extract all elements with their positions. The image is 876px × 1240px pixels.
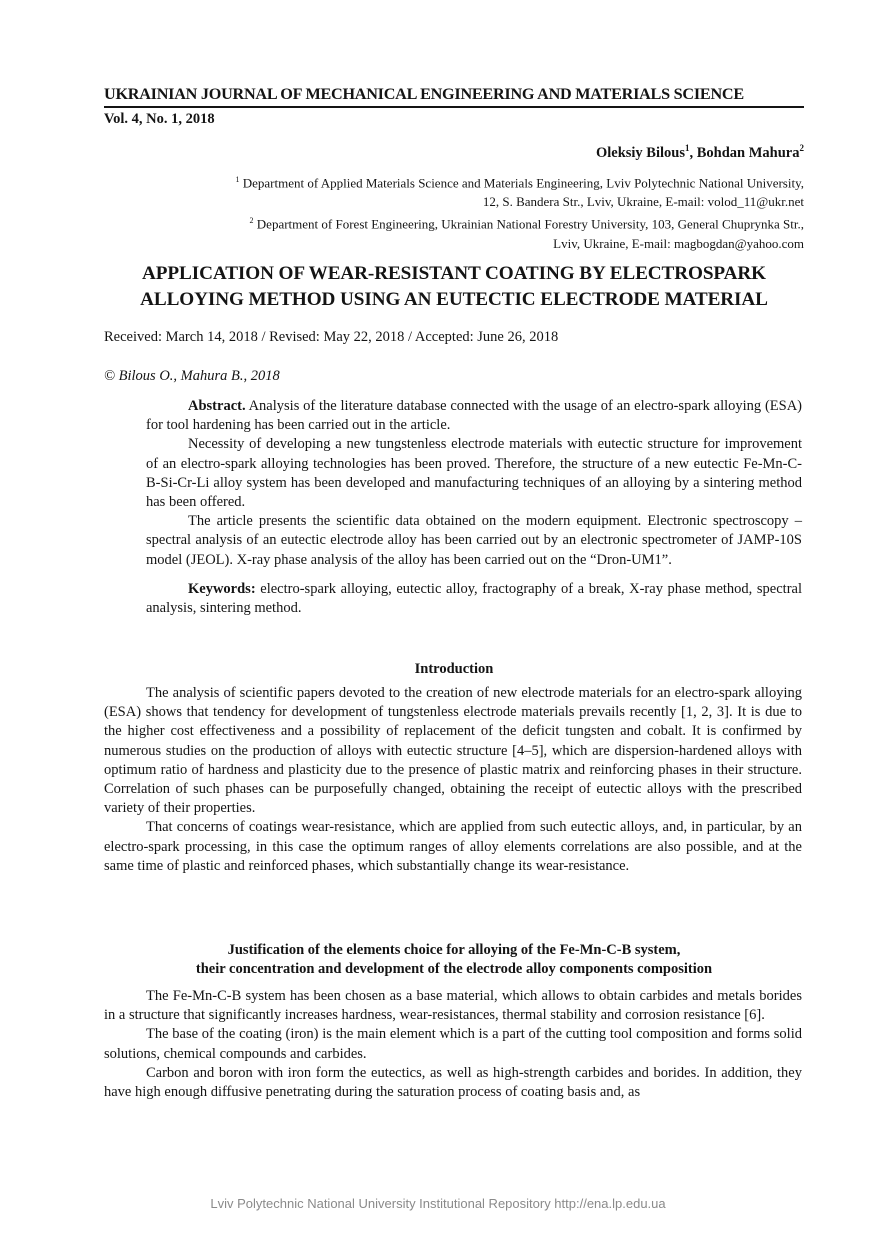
affiliation-sup: 1 [235, 175, 240, 184]
keywords [146, 580, 802, 618]
heading-line: their concentration and development of the electrode alloy components composition [195, 961, 713, 978]
affiliation-2 [144, 211, 804, 252]
journal-name: UKRAINIAN JOURNAL OF MECHANICAL ENGINEERING AND MATERIALS SCIENCE [104, 85, 744, 103]
affiliation-1 [144, 170, 804, 211]
affiliation-line: Lviv, Ukraine, E-mail: magbogdan@yahoo.com [553, 235, 804, 251]
body-para: The analysis of scientific papers devoted to the creation of new electrode materials for an electro-spark alloying (ESA) shows that tendency for development of tungstenless electrode materials prevails recently [1, 2, 3]. It is due to the higher cost effectiveness and a possibility of replacement of the deficit tungsten and cobalt. It is confirmed by numerous studies on the production of alloys with eutectic structure [4–5], which are dispersion-hardened alloys with optimum ratio of hardness and plasticity due to the presence of plastic matrix and reinforcing phases in their structure. Correlation of such phases can be purposefully changed, obtaining the receipt of eutectic alloys with the prescribed variety of their properties. [104, 685, 802, 817]
header-rule [104, 106, 804, 108]
title-line: ALLOYING METHOD USING AN EUTECTIC ELECTRODE MATERIAL [140, 289, 768, 310]
introduction-body [104, 684, 802, 876]
repository-footer: Lviv Polytechnic National University Institutional Repository http://ena.lp.edu.ua [210, 1196, 666, 1211]
authors: Oleksiy Bilous$^1$, Bohdan Mahura$^2$ [595, 143, 804, 161]
justification-body [104, 987, 802, 1102]
affiliations [144, 170, 804, 253]
section-heading-introduction: Introduction [414, 661, 494, 677]
copyright: © Bilous O., Mahura B., 2018 [104, 368, 280, 384]
author-name: Oleksiy Bilous [595, 144, 685, 161]
body-para: Carbon and boron with iron form the eutectics, as well as high-strength carbides and borides. In addition, they have high enough diffusive penetrating during the saturation process of coating basis and, as [104, 1064, 802, 1101]
section-heading-justification [104, 941, 804, 979]
submission-dates: Received: March 14, 2018 / Revised: May 22, 2018 / Accepted: June 26, 2018 [104, 329, 559, 345]
affiliation-line: Department of Forest Engineering, Ukrainian National Forestry University, 103, General Chuprynka Str., [256, 216, 804, 232]
abstract-text: Analysis of the literature database connected with the usage of an electro-spark alloying (ESA) for tool hardening has been carried out in the article. [146, 398, 802, 434]
author-sup: 1 [685, 143, 690, 153]
author-sup: 2 [799, 143, 804, 153]
keywords-label: Keywords: [188, 580, 256, 597]
body-para: That concerns of coatings wear-resistance, which are applied from such eutectic alloys, and, in particular, by an electro-spark processing, in this case the optimum ranges of alloy elements correlations are also possible, and at the same time of plastic and reinforced phases, which substantially change its wear-resistance. [104, 819, 802, 874]
abstract-label: Abstract. [188, 398, 246, 414]
body-para: The Fe-Mn-C-B system has been chosen as a base material, which allows to obtain carbides and metals borides in a structure that significantly increases hardness, wear-resistances, thermal stability and corrosion resistance [6]. [104, 988, 802, 1024]
author-name: Bohdan Mahura [696, 144, 800, 161]
abstract-para [146, 397, 802, 435]
affiliation-sup: 2 [249, 216, 254, 226]
paper-title [104, 261, 804, 313]
keywords-text: electro-spark alloying, eutectic alloy, fractography of a break, X-ray phase method, spectral analysis, sintering method. [146, 580, 802, 617]
abstract-para: The article presents the scientific data obtained on the modern equipment. Electronic spectroscopy – spectral analysis of an eutectic electrode alloy has been carried out by an electronic spectrometer of JAMP-10S model (JEOL). X-ray phase analysis of the alloy has been carried out on the “Dron-UM1”. [146, 513, 802, 568]
heading-line: Justification of the elements choice for alloying of the Fe-Mn-C-B system, [227, 942, 681, 958]
title-line: APPLICATION OF WEAR-RESISTANT COATING BY ELECTROSPARK [142, 263, 766, 284]
volume-info: Vol. 4, No. 1, 2018 [104, 111, 215, 127]
affiliation-line: 12, S. Bandera Str., Lviv, Ukraine, E-mail: volod_11@ukr.net [482, 194, 804, 210]
body-para: The base of the coating (iron) is the main element which is a part of the cutting tool composition and forms solid solutions, chemical compounds and carbides. [104, 1026, 802, 1062]
abstract-para: Necessity of developing a new tungstenless electrode materials with eutectic structure for improvement of an electro-spark alloying technologies has been proved. Therefore, the structure of a new eutectic Fe-Mn-C-B-Si-Cr-Li alloy system has been developed and manufacturing techniques of an alloying by a sintering method has been offered. [146, 436, 802, 511]
affiliation-line: Department of Applied Materials Science and Materials Engineering, Lviv Polytechnic National University, [242, 175, 804, 191]
abstract [146, 397, 802, 618]
